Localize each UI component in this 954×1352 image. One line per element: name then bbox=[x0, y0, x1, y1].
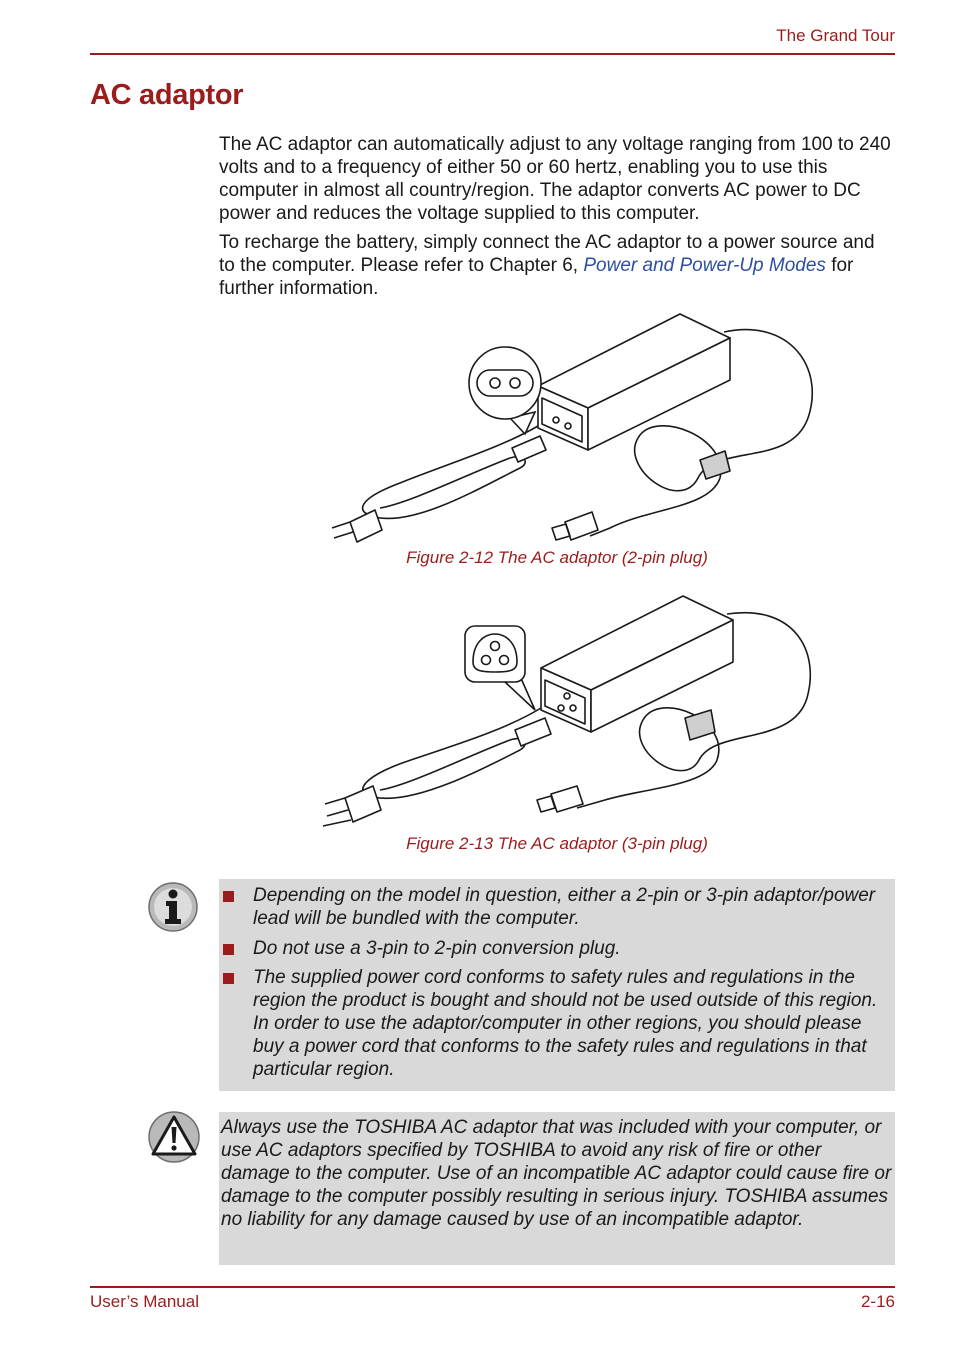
footer-rule bbox=[90, 1286, 895, 1288]
recharge-paragraph bbox=[219, 231, 895, 300]
ac-cord bbox=[363, 708, 541, 798]
ac-cord bbox=[363, 426, 538, 518]
page-number: 2-16 bbox=[860, 1292, 895, 1311]
info-icon bbox=[147, 881, 199, 933]
bullet-marker bbox=[223, 973, 234, 984]
warning-icon bbox=[147, 1110, 201, 1164]
power-modes-link[interactable]: Power and Power-Up Modes bbox=[583, 255, 826, 276]
figure-ac-adaptor-2pin bbox=[320, 308, 820, 548]
info-note-box bbox=[219, 879, 895, 1091]
running-header: The Grand Tour bbox=[776, 26, 895, 45]
note-item-text: Do not use a 3-pin to 2-pin conversion plug. bbox=[253, 938, 621, 959]
footer-manual-label: User’s Manual bbox=[90, 1292, 199, 1311]
note-item-text: The supplied power cord conforms to safety rules and regulations in the region the product is bought and should not be used outside of this region. In order to use the adaptor/computer in other regions, you should please buy a power cord that conforms to the safety rules and regulations in that particular region. bbox=[253, 967, 878, 1080]
bullet-marker bbox=[223, 944, 234, 955]
three-pin-plug bbox=[345, 786, 381, 822]
note-item-text: Depending on the model in question, either a 2-pin or 3-pin adaptor/power lead will be bundled with the computer. bbox=[253, 885, 876, 929]
page-title: AC adaptor bbox=[90, 79, 244, 111]
inlet-callout-2pin bbox=[469, 347, 541, 434]
warning-text: Always use the TOSHIBA AC adaptor that was included with your computer, or use AC adaptors specified by TOSHIBA to avoid any risk of fire or other damage to the computer. Use of an incompatible AC adaptor could cause fire or damage to the computer possibly resulting in serious injury. TOSHIBA assumes no liability for any damage caused by use of an incompatible adaptor. bbox=[221, 1117, 892, 1230]
figure-ac-adaptor-3pin bbox=[315, 590, 815, 835]
bullet-marker bbox=[223, 891, 234, 902]
inlet-callout-3pin bbox=[465, 626, 535, 710]
warning-note-box bbox=[219, 1112, 895, 1265]
recharge-text-after: for further information. bbox=[219, 255, 854, 299]
recharge-text-before: To recharge the battery, simply connect the AC adaptor to a power source and to the computer. Please refer to Chapter 6, bbox=[219, 232, 875, 276]
two-pin-plug bbox=[350, 510, 382, 542]
header-rule bbox=[90, 53, 895, 55]
intro-paragraph: The AC adaptor can automatically adjust to any voltage ranging from 100 to 240 volts and to a frequency of either 50 or 60 hertz, enabling you to use this computer in almost all country/region. The adaptor converts AC power to DC power and reduces the voltage supplied to this computer. bbox=[219, 134, 891, 224]
figure-caption-3pin: Figure 2-13 The AC adaptor (3-pin plug) bbox=[406, 834, 708, 853]
figure-caption-2pin: Figure 2-12 The AC adaptor (2-pin plug) bbox=[406, 548, 708, 567]
